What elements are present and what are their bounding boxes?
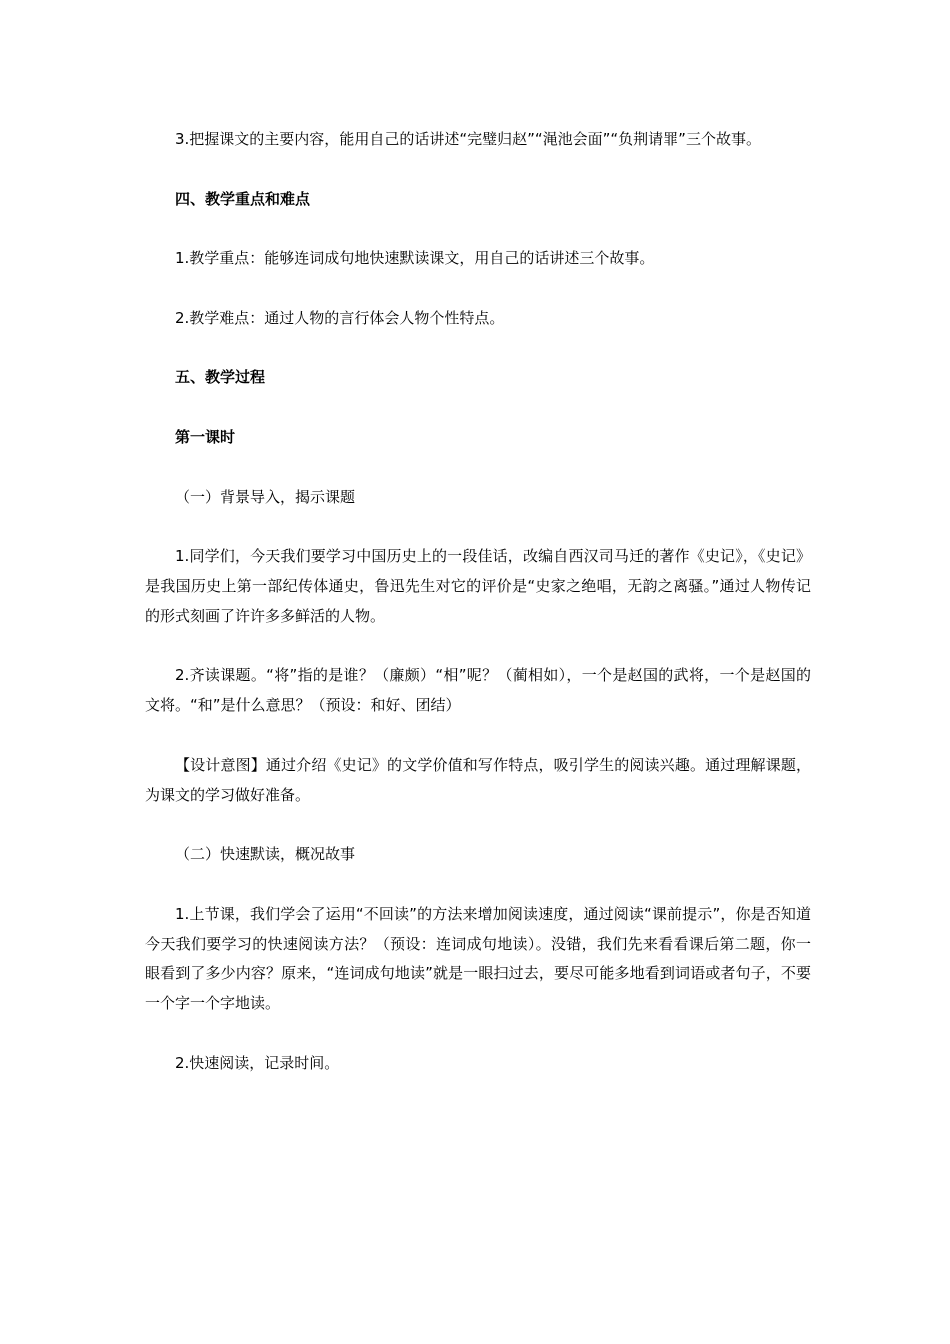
- subsection-heading-reading: （二）快速默读，概况故事: [175, 845, 356, 864]
- reading-paragraph-1: 1.上节课，我们学会了运用“不回读”的方法来增加阅读速度，通过阅读“课前提示”，你是否知道今天我们要学习的快速阅读方法？（预设：连词成句地读）。没错，我们先来看看课后第二题，你一眼看到了多少内容？原来，“连词成句地读”就是一眼扫过去，要尽可能多地看到词语或者句子，不要一个字一个字地读。: [145, 904, 811, 1013]
- lesson-heading: 第一课时: [175, 427, 236, 446]
- document-body: [145, 125, 811, 1079]
- reading-paragraph-2: 2.快速阅读，记录时间。: [175, 1053, 340, 1072]
- objective-3: 3.把握课文的主要内容，能用自己的话讲述“完璧归赵”“渑池会面”“负荆请罪”三个故事。: [175, 130, 761, 148]
- intro-paragraph-2: 2.齐读课题。“将”指的是谁？（廉颇）“相”呢？（蔺相如），一个是赵国的武将，一个是赵国的文将。“和”是什么意思？（预设：和好、团结）: [145, 666, 811, 715]
- key-point: 1.教学重点：能够连词成句地快速默读课文，用自己的话讲述三个故事。: [175, 249, 655, 268]
- subsection-heading-intro: （一）背景导入，揭示课题: [175, 487, 356, 506]
- section-heading-key-points: 四、教学重点和难点: [175, 189, 311, 208]
- difficult-point: 2.教学难点：通过人物的言行体会人物个性特点。: [175, 308, 505, 327]
- section-heading-process: 五、教学过程: [175, 368, 266, 387]
- intro-paragraph-1: 1.同学们，今天我们要学习中国历史上的一段佳话，改编自西汉司马迁的著作《史记》，《史记》是我国历史上第一部纪传体通史，鲁迅先生对它的评价是“史家之绝唱，无韵之离骚。”通过人物传记的形式刻画了许许多多鲜活的人物。: [145, 547, 811, 625]
- design-intent-paragraph: 【设计意图】通过介绍《史记》的文学价值和写作特点，吸引学生的阅读兴趣。通过理解课题，为课文的学习做好准备。: [145, 755, 811, 804]
